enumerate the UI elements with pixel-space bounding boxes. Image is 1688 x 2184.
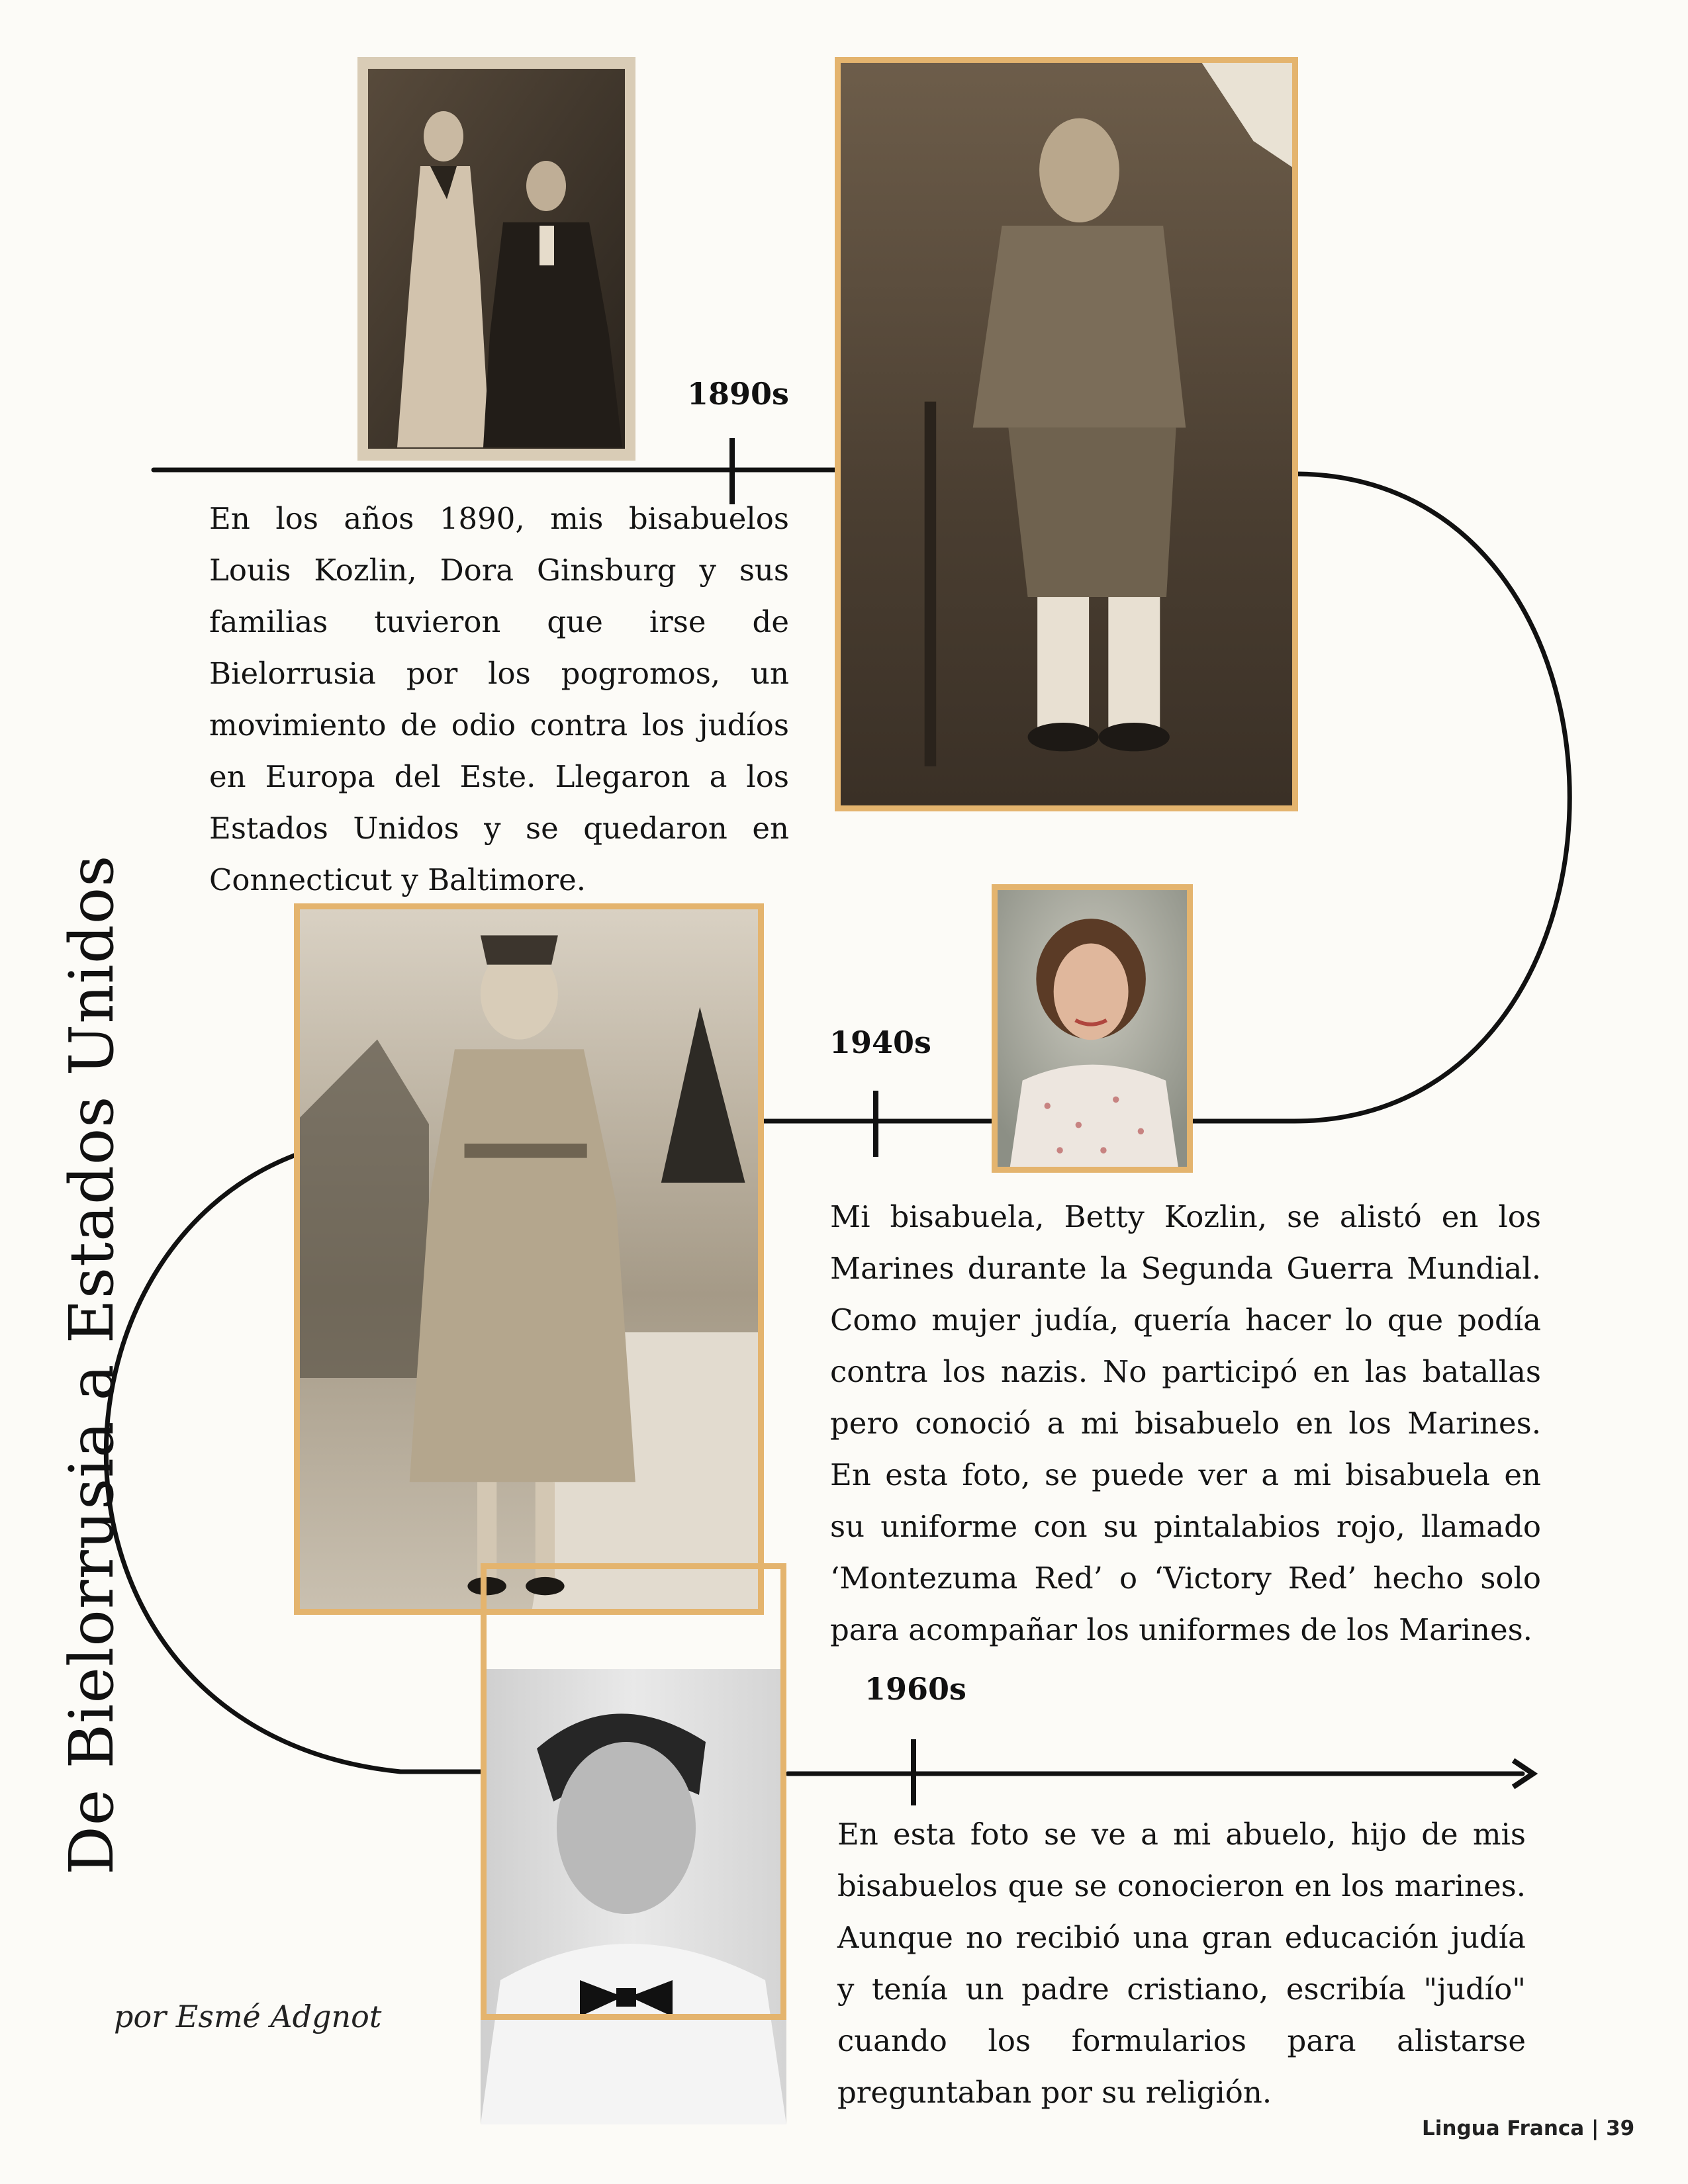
grandfather-photo-frame	[481, 1563, 786, 2020]
paragraph-1960s: En esta foto se ve a mi abuelo, hijo de mis bisabuelos que se conocieron en los marines. Aunque no recibió una gran educación judía y tenía un padre cristiano, escribía "judío" cuando los formularios para alistarse preguntaban por su religión.	[837, 1817, 1526, 2110]
betty-portrait-photo	[992, 884, 1193, 1173]
page-number: 39	[1606, 2116, 1635, 2140]
byline: por Esmé Adgnot	[114, 1999, 382, 2034]
paragraph-1940s: Mi bisabuela, Betty Kozlin, se alistó en los Marines durante la Segunda Guerra Mundial. Como mujer judía, quería hacer lo que podía contra los nazis. No participó en las batallas pero conoció a mi bisabuelo en los Marines. En esta foto, se puede ver a mi bisabuela en su uniforme con su pintalabios rojo, llamado ‘Montezuma Red’ o ‘Victory Red’ hecho solo para acompañar los uniformes de los Marines.	[830, 1199, 1541, 1647]
page-title: De Bielorrusia a Estados Unidos	[56, 854, 127, 1875]
soldier-photo	[835, 57, 1298, 811]
couple-photo	[357, 57, 635, 461]
page-footer	[1422, 2116, 1634, 2140]
decade-label-1890s: 1890s	[687, 376, 789, 412]
publication-name: Lingua Franca	[1422, 2116, 1585, 2140]
marine-woman-photo	[294, 903, 764, 1615]
footer-separator: |	[1591, 2116, 1599, 2140]
decade-label-1960s: 1960s	[865, 1671, 966, 1707]
decade-label-1940s: 1940s	[829, 1024, 931, 1060]
paragraph-1890s: En los años 1890, mis bisabuelos Louis Kozlin, Dora Ginsburg y sus familias tuvieron que irse de Bielorrusia por los pogromos, un movimiento de odio contra los judíos en Europa del Este. Llegaron a los Estados Unidos y se quedaron en Connecticut y Baltimore.	[209, 501, 789, 897]
